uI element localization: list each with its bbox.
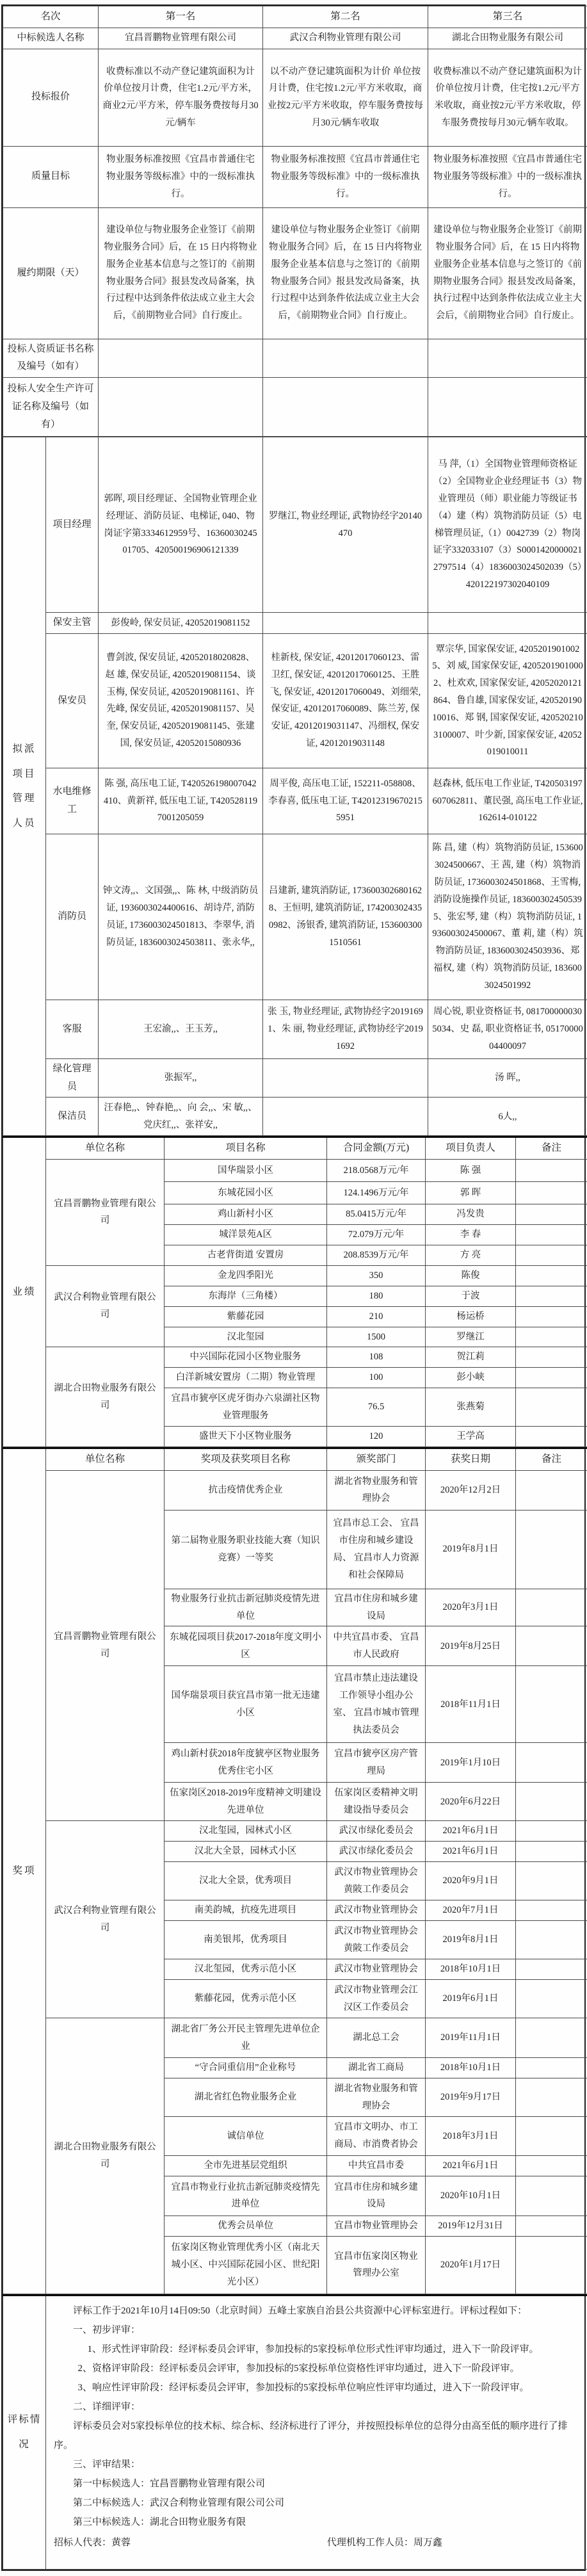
column-header-manager: 项目负责人	[426, 1137, 516, 1160]
amount-cell: 72.079万元/年	[327, 1224, 426, 1245]
cell-first: 收费标准以不动产登记建筑面积为计价单位按月计费，住宅1.2元/平方米，商业2元/平方米，停车服务费按每月30元/辆车	[99, 49, 263, 146]
manager-cell: 于波	[426, 1286, 516, 1306]
award-cell: 物业服务行业抗击新冠肺炎疫情先进单位	[165, 1589, 327, 1626]
table-row	[3, 49, 587, 146]
note-cell	[516, 1980, 587, 2018]
column-header-note: 备注	[516, 1448, 587, 1471]
date-cell: 2019年11月1日	[426, 2018, 516, 2058]
cell-third: 建设单位与物业服务企业签订《前期物业服务合同》后，在 15 日内将物业服务企业基本信息与之签订的《前期物业服务合同》报县发改局备案，执行过程中达到条件依法成立业主大会后，《前期物业合同》自行废止。	[428, 207, 587, 339]
evaluation-table	[3, 2294, 587, 2570]
section-label-text: 评标情况	[6, 2408, 42, 2458]
cell-first: 王宏渝,,、王玉芳,,	[99, 1000, 263, 1058]
agency-staff: 代理机构工作人员：周万鑫	[327, 2533, 579, 2552]
date-cell: 2020年12月2日	[426, 1470, 516, 1510]
award-cell: 汉北玺园，优秀示范小区	[165, 1959, 327, 1980]
amount-cell: 85.0415万元/年	[327, 1204, 426, 1225]
award-cell: 优秀会员单位	[165, 2216, 327, 2236]
note-cell	[516, 1666, 587, 1743]
project-cell: 白洋新城安置房（二期）物业管理	[165, 1368, 327, 1388]
date-cell: 2019年6月1日	[426, 1980, 516, 2018]
row-label: 投标报价	[3, 49, 99, 146]
row-label: 中标候选人名称	[3, 28, 99, 49]
project-cell: 鸡山新村小区	[165, 1204, 327, 1225]
evaluation-result-first: 第一中标候选人：宜昌晋鹏物业管理有限公司	[54, 2474, 579, 2493]
manager-cell: 张燕菊	[426, 1388, 516, 1427]
date-cell: 2018年10月1日	[426, 2058, 516, 2078]
column-header-date: 获奖日期	[426, 1448, 516, 1471]
cell-second: 吕建新, 建筑消防证, 1736003026801628、王恒明, 建筑消防证, 1742003024350982、汤银香, 建筑消防证, 1536003001510561	[263, 834, 428, 1000]
manager-cell: 王学高	[426, 1427, 516, 1447]
table-row	[3, 1265, 587, 1286]
award-cell: 诚信单位	[165, 2117, 327, 2156]
table-row	[3, 378, 587, 437]
note-cell	[516, 1160, 587, 1182]
project-cell: 中兴国际花园小区物业服务	[165, 1347, 327, 1368]
evaluation-paragraph: 1、形式性评审阶段：经评标委员会评审，参加投标的5家投标单位形式性评审均通过，进入下一阶段评审。	[54, 2340, 579, 2359]
evaluation-paragraph: 二、详细评审：	[54, 2397, 579, 2417]
award-cell: 湖北省红色物业服务企业	[165, 2078, 327, 2117]
note-cell	[516, 1821, 587, 1842]
column-header-rank: 名次	[3, 6, 99, 28]
cell-third: 覃宗华, 国家保安证, 42052019010025、刘 威, 国家保安证, 42052019010002、杜欢欢, 国家保安证, 42052020121864、鲁自雄, 国家保安证, 42052019010016、郑 钢, 国家保安证, 4205202103100007、叶少新, 国家保安证, 42052019010011	[428, 633, 587, 768]
bid-result-document	[1, 4, 586, 2571]
department-cell: 宜昌市猇亭区房产管理局	[327, 1743, 426, 1783]
amount-cell: 350	[327, 1265, 426, 1286]
column-header-third: 第三名	[428, 6, 587, 28]
cell-third: 陈 昌, 建（构）筑物消防员证, 1536003024500667、王 茜, 建（构）筑物消防员证, 1736003024501868、王雪梅, 消防设施操作员证, 1836003024505395、张宏琴, 建（构）筑物消防员证, 1936003024500067、董 莉, 建（构）筑物消防员证, 1836003024503936、郑福权, 建（构）筑物消防员证, 1836003024501992	[428, 834, 587, 1000]
company-cell: 湖北合田物业服务有限公司	[46, 1347, 165, 1447]
note-cell	[516, 1286, 587, 1306]
note-cell	[516, 2078, 587, 2117]
personnel-table	[3, 437, 587, 1136]
summary-table	[3, 6, 587, 437]
cell-second	[263, 378, 428, 437]
cell-first: 物业服务标准按照《宜昌市普通住宅物业服务等级标准》中的一级标准执行。	[99, 146, 263, 207]
project-cell: 古老背街道 安置房	[165, 1245, 327, 1265]
manager-cell: 杨运桥	[426, 1306, 516, 1327]
column-header-project: 项目名称	[165, 1137, 327, 1160]
cell-third: 赵森林, 低压电工作业证, T420503197607062811、董民强, 高压电工作业证, 162614-010122	[428, 768, 587, 834]
cell-third: 周心锐, 职业资格证书, 0817000000305034、史 磊, 职业资格证书, 0517000004400097	[428, 1000, 587, 1058]
award-cell: 汉北大全景，优秀项目	[165, 1862, 327, 1900]
table-row	[3, 1058, 587, 1098]
department-cell: 湖北省工商局	[327, 2058, 426, 2078]
department-cell: 武汉市物业管理会江汉区工作委员会	[327, 1980, 426, 2018]
column-header-company: 单位名称	[46, 1137, 165, 1160]
manager-cell: 郭 晖	[426, 1182, 516, 1204]
note-cell	[516, 1626, 587, 1666]
table-row	[3, 2018, 587, 2058]
note-cell	[516, 1589, 587, 1626]
evaluation-result-second: 第二中标候选人：武汉合利物业管理有限公司公司	[54, 2493, 579, 2513]
cell-third: 6人,,	[428, 1098, 587, 1136]
date-cell: 2021年6月1日	[426, 1842, 516, 1862]
department-cell: 宜昌市总工会、 宜昌市住房和城乡建设局、 宜昌市人力资源和社会保障局	[327, 1510, 426, 1589]
evaluation-content	[46, 2295, 587, 2569]
cell-second	[263, 1098, 428, 1136]
cell-first	[99, 339, 263, 378]
project-cell: 国华瑞景小区	[165, 1160, 327, 1182]
note-cell	[516, 1327, 587, 1347]
date-cell: 2019年9月17日	[426, 2078, 516, 2117]
award-cell: 南美韵城，抗疫先进项目	[165, 1900, 327, 1921]
note-cell	[516, 1265, 587, 1286]
table-row	[3, 633, 587, 768]
cell-first: 郭晖, 项目经理证、全国物业管理企业经理证、消防员证、电梯证, 040、物岗证字第3334612959号、1636003024501705、420500196906121339	[99, 437, 263, 613]
row-label: 投标人安全生产许可证名称及编号（如有）	[3, 378, 99, 437]
cell-first: 汪春艳,,、钟春艳,,、向 会,,、宋 敏,,、党庆红,,、张祥安,,	[99, 1098, 263, 1136]
cell-second	[263, 339, 428, 378]
date-cell: 2020年9月1日	[426, 1862, 516, 1900]
date-cell: 2018年3月1日	[426, 2117, 516, 2156]
department-cell: 湖北总工会	[327, 2018, 426, 2058]
row-label: 客服	[46, 1000, 99, 1058]
column-header-award: 奖项及获奖项目名称	[165, 1448, 327, 1471]
note-cell	[516, 1245, 587, 1265]
row-label: 绿化管理员	[46, 1058, 99, 1098]
column-header-amount: 合同金额(万元)	[327, 1137, 426, 1160]
amount-cell: 100	[327, 1368, 426, 1388]
manager-cell: 陈俊	[426, 1265, 516, 1286]
award-cell: 抗击疫情优秀企业	[165, 1470, 327, 1510]
department-cell: 武汉市绿化委员会	[327, 1821, 426, 1842]
award-cell: 湖北省厂务公开民主管理先进单位企业	[165, 2018, 327, 2058]
note-cell	[516, 1900, 587, 1921]
manager-cell: 冯发贵	[426, 1204, 516, 1225]
award-cell: 伍家岗区物业管理优秀小区（南北天城小区、中兴国际花园小区、世纪阳光小区）	[165, 2236, 327, 2294]
manager-cell: 彭小峡	[426, 1368, 516, 1388]
department-cell: 宜昌市禁止违法建设工作领导小组办公室、 宜昌市城市管理执法委员会	[327, 1666, 426, 1743]
date-cell: 2020年3月1日	[426, 1589, 516, 1626]
amount-cell: 218.0568万元/年	[327, 1160, 426, 1182]
note-cell	[516, 1347, 587, 1368]
company-cell: 湖北合田物业服务有限公司	[46, 2018, 165, 2294]
note-cell	[516, 2117, 587, 2156]
project-cell: 东城花园小区	[165, 1182, 327, 1204]
note-cell	[516, 2216, 587, 2236]
department-cell: 武汉市物业管理协会黄陂工作委员会	[327, 1862, 426, 1900]
company-cell: 武汉合利物业管理有限公司	[46, 1265, 165, 1347]
amount-cell: 210	[327, 1306, 426, 1327]
note-cell	[516, 1510, 587, 1589]
cell-second	[263, 613, 428, 634]
evaluation-result-third: 第三中标候选人：湖北合田物业服务有限	[54, 2513, 579, 2532]
cell-first: 钟文涛,,、文国强,,、陈 林, 中级消防员证, 1936003024400616、胡诗芹, 消防员证, 1736003024501813、李翠华, 消防员证, 1836003024503811、张永华,,	[99, 834, 263, 1000]
award-cell: “守合同重信用”企业称号	[165, 2058, 327, 2078]
section-label-performance	[3, 1137, 46, 1447]
cell-first: 建设单位与物业服务企业签订《前期物业服务合同》后，在 15 日内将物业服务企业基本信息与之签订的《前期物业服务合同》报县发改局备案，执行过程中达到条件依法成立业主大会后，《前期物业合同》自行废止。	[99, 207, 263, 339]
cell-second: 张 玉, 物业经理证, 武物协经字20191691、朱 丽, 物业经理证, 武物协经字20191692	[263, 1000, 428, 1058]
cell-third: 物业服务标准按照《宜昌市普通住宅物业服务等级标准》中的一级标准执行。	[428, 146, 587, 207]
amount-cell: 208.8539万元/年	[327, 1245, 426, 1265]
note-cell	[516, 1743, 587, 1783]
manager-cell: 陈 强	[426, 1160, 516, 1182]
evaluation-paragraph: 2、资格评审阶段：经评标委员会评审，参加投标的5家投标单位资格性评审均通过，进入下一阶段评审。	[54, 2359, 579, 2378]
award-cell: 国华瑞景项目获宜昌市第一批无违建小区	[165, 1666, 327, 1743]
table-row	[3, 1448, 587, 1471]
company-cell: 宜昌晋鹏物业管理有限公司	[46, 1470, 165, 1821]
cell-second: 物业服务标准按照《宜昌市普通住宅物业服务等级标准》中的一级标准执行。	[263, 146, 428, 207]
award-cell: 鸡山新村获2018年度猇亭区物业服务优秀住宅小区	[165, 1743, 327, 1783]
note-cell	[516, 2236, 587, 2294]
note-cell	[516, 1921, 587, 1959]
date-cell: 2020年1月17日	[426, 2236, 516, 2294]
manager-cell: 李 春	[426, 1224, 516, 1245]
cell-first: 宜昌晋鹏物业管理有限公司	[99, 28, 263, 49]
amount-cell: 180	[327, 1286, 426, 1306]
department-cell: 湖北省物业服务和管理协会	[327, 2078, 426, 2117]
department-cell: 武汉市物业管理协会	[327, 1900, 426, 1921]
project-cell: 紫藤花园	[165, 1306, 327, 1327]
project-cell: 宜昌市猇亭区虎牙街办六泉湖社区物业管理服务	[165, 1388, 327, 1427]
award-cell: 汉北大全景，园林式小区	[165, 1842, 327, 1862]
date-cell: 2019年1月10日	[426, 1743, 516, 1783]
note-cell	[516, 2176, 587, 2216]
date-cell: 2018年11月1日	[426, 1666, 516, 1743]
note-cell	[516, 1427, 587, 1447]
evaluation-paragraph: 三、评审结果：	[54, 2455, 579, 2474]
awards-table	[3, 1447, 587, 2294]
award-cell: 伍家岗区2018-2019年度精神文明建设先进单位	[165, 1783, 327, 1821]
award-cell: 第二届物业服务职业技能大赛（知识竞赛）一等奖	[165, 1510, 327, 1589]
note-cell	[516, 1204, 587, 1225]
note-cell	[516, 2018, 587, 2058]
note-cell	[516, 1224, 587, 1245]
project-cell: 金龙四季阳光	[165, 1265, 327, 1286]
department-cell: 中共宜昌市委、 宜昌市人民政府	[327, 1626, 426, 1666]
cell-second: 建设单位与物业服务企业签订《前期物业服务合同》后，在 15 日内将物业服务企业基本信息与之签订的《前期物业服务合同》报县发改局备案，执行过程中达到条件依法成立业主大会后，《前期物业合同》自行废止。	[263, 207, 428, 339]
date-cell: 2019年8月1日	[426, 1510, 516, 1589]
project-cell: 汉北玺园	[165, 1327, 327, 1347]
evaluation-paragraph: 评标委员会对5家投标单位的技术标、综合标、经济标进行了评分，并按照投标单位的总得分由高至低的顺序进行了排序。	[54, 2417, 579, 2455]
amount-cell: 1500	[327, 1327, 426, 1347]
table-row	[3, 339, 587, 378]
department-cell: 宜昌市住房和城乡建设局	[327, 1589, 426, 1626]
section-label-personnel	[3, 437, 46, 1136]
cell-first: 彭俊岭, 保安员证, 42052019081152	[99, 613, 263, 634]
table-row	[3, 1160, 587, 1182]
department-cell: 武汉市绿化委员会	[327, 1842, 426, 1862]
date-cell: 2019年8月25日	[426, 1626, 516, 1666]
manager-cell: 方 亮	[426, 1245, 516, 1265]
department-cell: 宜昌市伍家岗区物业管理办公室	[327, 2236, 426, 2294]
department-cell: 武汉市物业管理协会	[327, 1959, 426, 1980]
cell-second: 武汉合利物业管理有限公司	[263, 28, 428, 49]
table-row	[3, 146, 587, 207]
department-cell: 伍家岗区委精神文明建设指导委员会	[327, 1783, 426, 1821]
award-cell: 紫藤花园，优秀示范小区	[165, 1980, 327, 2018]
department-cell: 湖北省物业服务和管理协会	[327, 1470, 426, 1510]
cell-third: 收费标准以不动产登记建筑面积为计价单位按月计费，住宅按1.2元/平方米收取，商业按2元/平方米收取，停车服务费按每月30元/辆车收取。	[428, 49, 587, 146]
column-header-department: 颁奖部门	[327, 1448, 426, 1471]
cell-first: 曹剑波, 保安员证, 42052018020828、赵 雄, 保安员证, 42052019081154、谈玉梅, 保安员证, 42052019081161、许先峰, 保安员证, 42052019081157、吴 奎, 保安员证, 42052019081145、张建国, 保安员证, 42052015080936	[99, 633, 263, 768]
cell-third	[428, 378, 587, 437]
date-cell: 2018年10月1日	[426, 1959, 516, 1980]
date-cell: 2021年6月1日	[426, 2156, 516, 2176]
note-cell	[516, 1783, 587, 1821]
note-cell	[516, 1959, 587, 1980]
department-cell: 中共宜昌市委	[327, 2156, 426, 2176]
cell-third: 汤 晖,,	[428, 1058, 587, 1098]
note-cell	[516, 1388, 587, 1427]
table-row	[3, 1347, 587, 1368]
department-cell: 宜昌市文明办、市工商局、市消费者协会	[327, 2117, 426, 2156]
note-cell	[516, 2156, 587, 2176]
evaluation-paragraph: 3、响应性评审阶段：经评标委员会评审，参加投标的5家投标单位响应性评审均通过，进入下一阶段评审。	[54, 2378, 579, 2397]
amount-cell: 120	[327, 1427, 426, 1447]
table-row	[3, 28, 587, 49]
row-label: 项目经理	[46, 437, 99, 613]
cell-second: 罗继江, 物业经理证, 武物协经字20140470	[263, 437, 428, 613]
row-label: 履约期限（天）	[3, 207, 99, 339]
award-cell: 南美银邦，优秀项目	[165, 1921, 327, 1959]
company-cell: 宜昌晋鹏物业管理有限公司	[46, 1160, 165, 1266]
project-cell: 城洋景苑A区	[165, 1224, 327, 1245]
date-cell: 2020年6月22日	[426, 1783, 516, 1821]
section-label-awards	[3, 1448, 46, 2294]
company-cell: 武汉合利物业管理有限公司	[46, 1821, 165, 2018]
project-cell: 东海岸（三角楼）	[165, 1286, 327, 1306]
table-row	[3, 1098, 587, 1136]
note-cell	[516, 1306, 587, 1327]
date-cell: 2019年8月1日	[426, 1921, 516, 1959]
table-row	[3, 1470, 587, 1510]
cell-first: 陈 强, 高压电工证, T420526198007042410、黄新祥, 低压电工证, T4205281197001205059	[99, 768, 263, 834]
department-cell: 武汉市物业管理协会黄陂工作委员会	[327, 1921, 426, 1959]
department-cell: 宜昌市物业管理协会	[327, 2216, 426, 2236]
project-cell: 盛世天下小区物业服务	[165, 1427, 327, 1447]
cell-second: 以不动产登记建筑面积为计价 单位按月计费，住宅按1.2元/平方米收取，商业按2元/平方米收取，停车服务费按每月30元/辆车收取	[263, 49, 428, 146]
section-label-text: 奖项	[12, 1859, 37, 1884]
note-cell	[516, 1182, 587, 1204]
cell-third	[428, 613, 587, 634]
evaluation-footer	[54, 2533, 579, 2552]
row-label: 保洁员	[46, 1098, 99, 1136]
row-label: 投标人资质证书名称及编号（如有）	[3, 339, 99, 378]
section-label-text: 拟派项目管理人员	[12, 737, 37, 836]
note-cell	[516, 1862, 587, 1900]
note-cell	[516, 1842, 587, 1862]
column-header-note: 备注	[516, 1137, 587, 1160]
section-label-text: 业绩	[12, 1280, 37, 1305]
cell-first: 张振军,,	[99, 1058, 263, 1098]
column-header-company: 单位名称	[46, 1448, 165, 1471]
row-label: 保安员	[46, 633, 99, 768]
section-label-evaluation	[3, 2295, 46, 2569]
cell-third	[428, 339, 587, 378]
column-header-second: 第二名	[263, 6, 428, 28]
award-cell: 汉北玺园，园林式小区	[165, 1821, 327, 1842]
evaluation-paragraph: 一、初步评审：	[54, 2321, 579, 2340]
award-cell: 全市先进基层党组织	[165, 2156, 327, 2176]
date-cell: 2021年6月1日	[426, 1821, 516, 1842]
table-row	[3, 768, 587, 834]
cell-third: 马 萍,（1）全国物业管理师资格证（2）全国物业企业经理证书（3）物业管理员（师）职业能力等级证书（4）建（构）筑物消防员证（5）电梯管理员证,（1）0042739（2）物岗证字332033107（3）S00014200000212797514（4）1836003024502039（5）420122197302040109	[428, 437, 587, 613]
date-cell: 2019年12月31日	[426, 2216, 516, 2236]
award-cell: 宜昌市物业行业抗击新冠肺炎疫情先进单位	[165, 2176, 327, 2216]
date-cell: 2020年7月1日	[426, 1900, 516, 1921]
table-row	[3, 207, 587, 339]
date-cell: 2020年10月1日	[426, 2176, 516, 2216]
note-cell	[516, 1470, 587, 1510]
table-row	[3, 1821, 587, 1842]
manager-cell: 贺江莉	[426, 1347, 516, 1368]
note-cell	[516, 2058, 587, 2078]
amount-cell: 124.1496万元/年	[327, 1182, 426, 1204]
row-label: 保安主管	[46, 613, 99, 634]
column-header-first: 第一名	[99, 6, 263, 28]
cell-second	[263, 1058, 428, 1098]
table-row	[3, 2295, 587, 2569]
amount-cell: 76.5	[327, 1388, 426, 1427]
cell-second: 桂新枝, 保安证, 42012017060123、雷卫红, 保安证, 42012017060125、王胜飞, 保安证, 42012017060049、刘细荣, 保安证, 42012017060089、陈兰芳, 保安证, 42012019031147、冯细权, 保安证, 42012019031148	[263, 633, 428, 768]
evaluation-paragraph: 评标工作于2021年10月14日09:50（北京时间）五峰土家族自治县公共资源中心评标室进行。评标过程如下：	[54, 2301, 579, 2321]
cell-second: 周平俊, 高压电工证, 152211-058808、李春喜, 低压电工证, T420123196702155951	[263, 768, 428, 834]
cell-first	[99, 378, 263, 437]
award-cell: 东城花园项目获2017-2018年度文明小区	[165, 1626, 327, 1666]
table-row	[3, 834, 587, 1000]
row-label: 消防员	[46, 834, 99, 1000]
table-row	[3, 1000, 587, 1058]
bidder-representative: 招标人代表：黄蓉	[54, 2533, 327, 2552]
department-cell: 宜昌市住房和城乡建设局	[327, 2176, 426, 2216]
performance-table	[3, 1136, 587, 1447]
row-label: 质量目标	[3, 146, 99, 207]
table-row	[3, 6, 587, 28]
table-row	[3, 1137, 587, 1160]
manager-cell: 罗继江	[426, 1327, 516, 1347]
row-label: 水电维修工	[46, 768, 99, 834]
table-row	[3, 613, 587, 634]
amount-cell: 108	[327, 1347, 426, 1368]
cell-third: 湖北合田物业服务有限公司	[428, 28, 587, 49]
table-row	[3, 437, 587, 613]
note-cell	[516, 1368, 587, 1388]
